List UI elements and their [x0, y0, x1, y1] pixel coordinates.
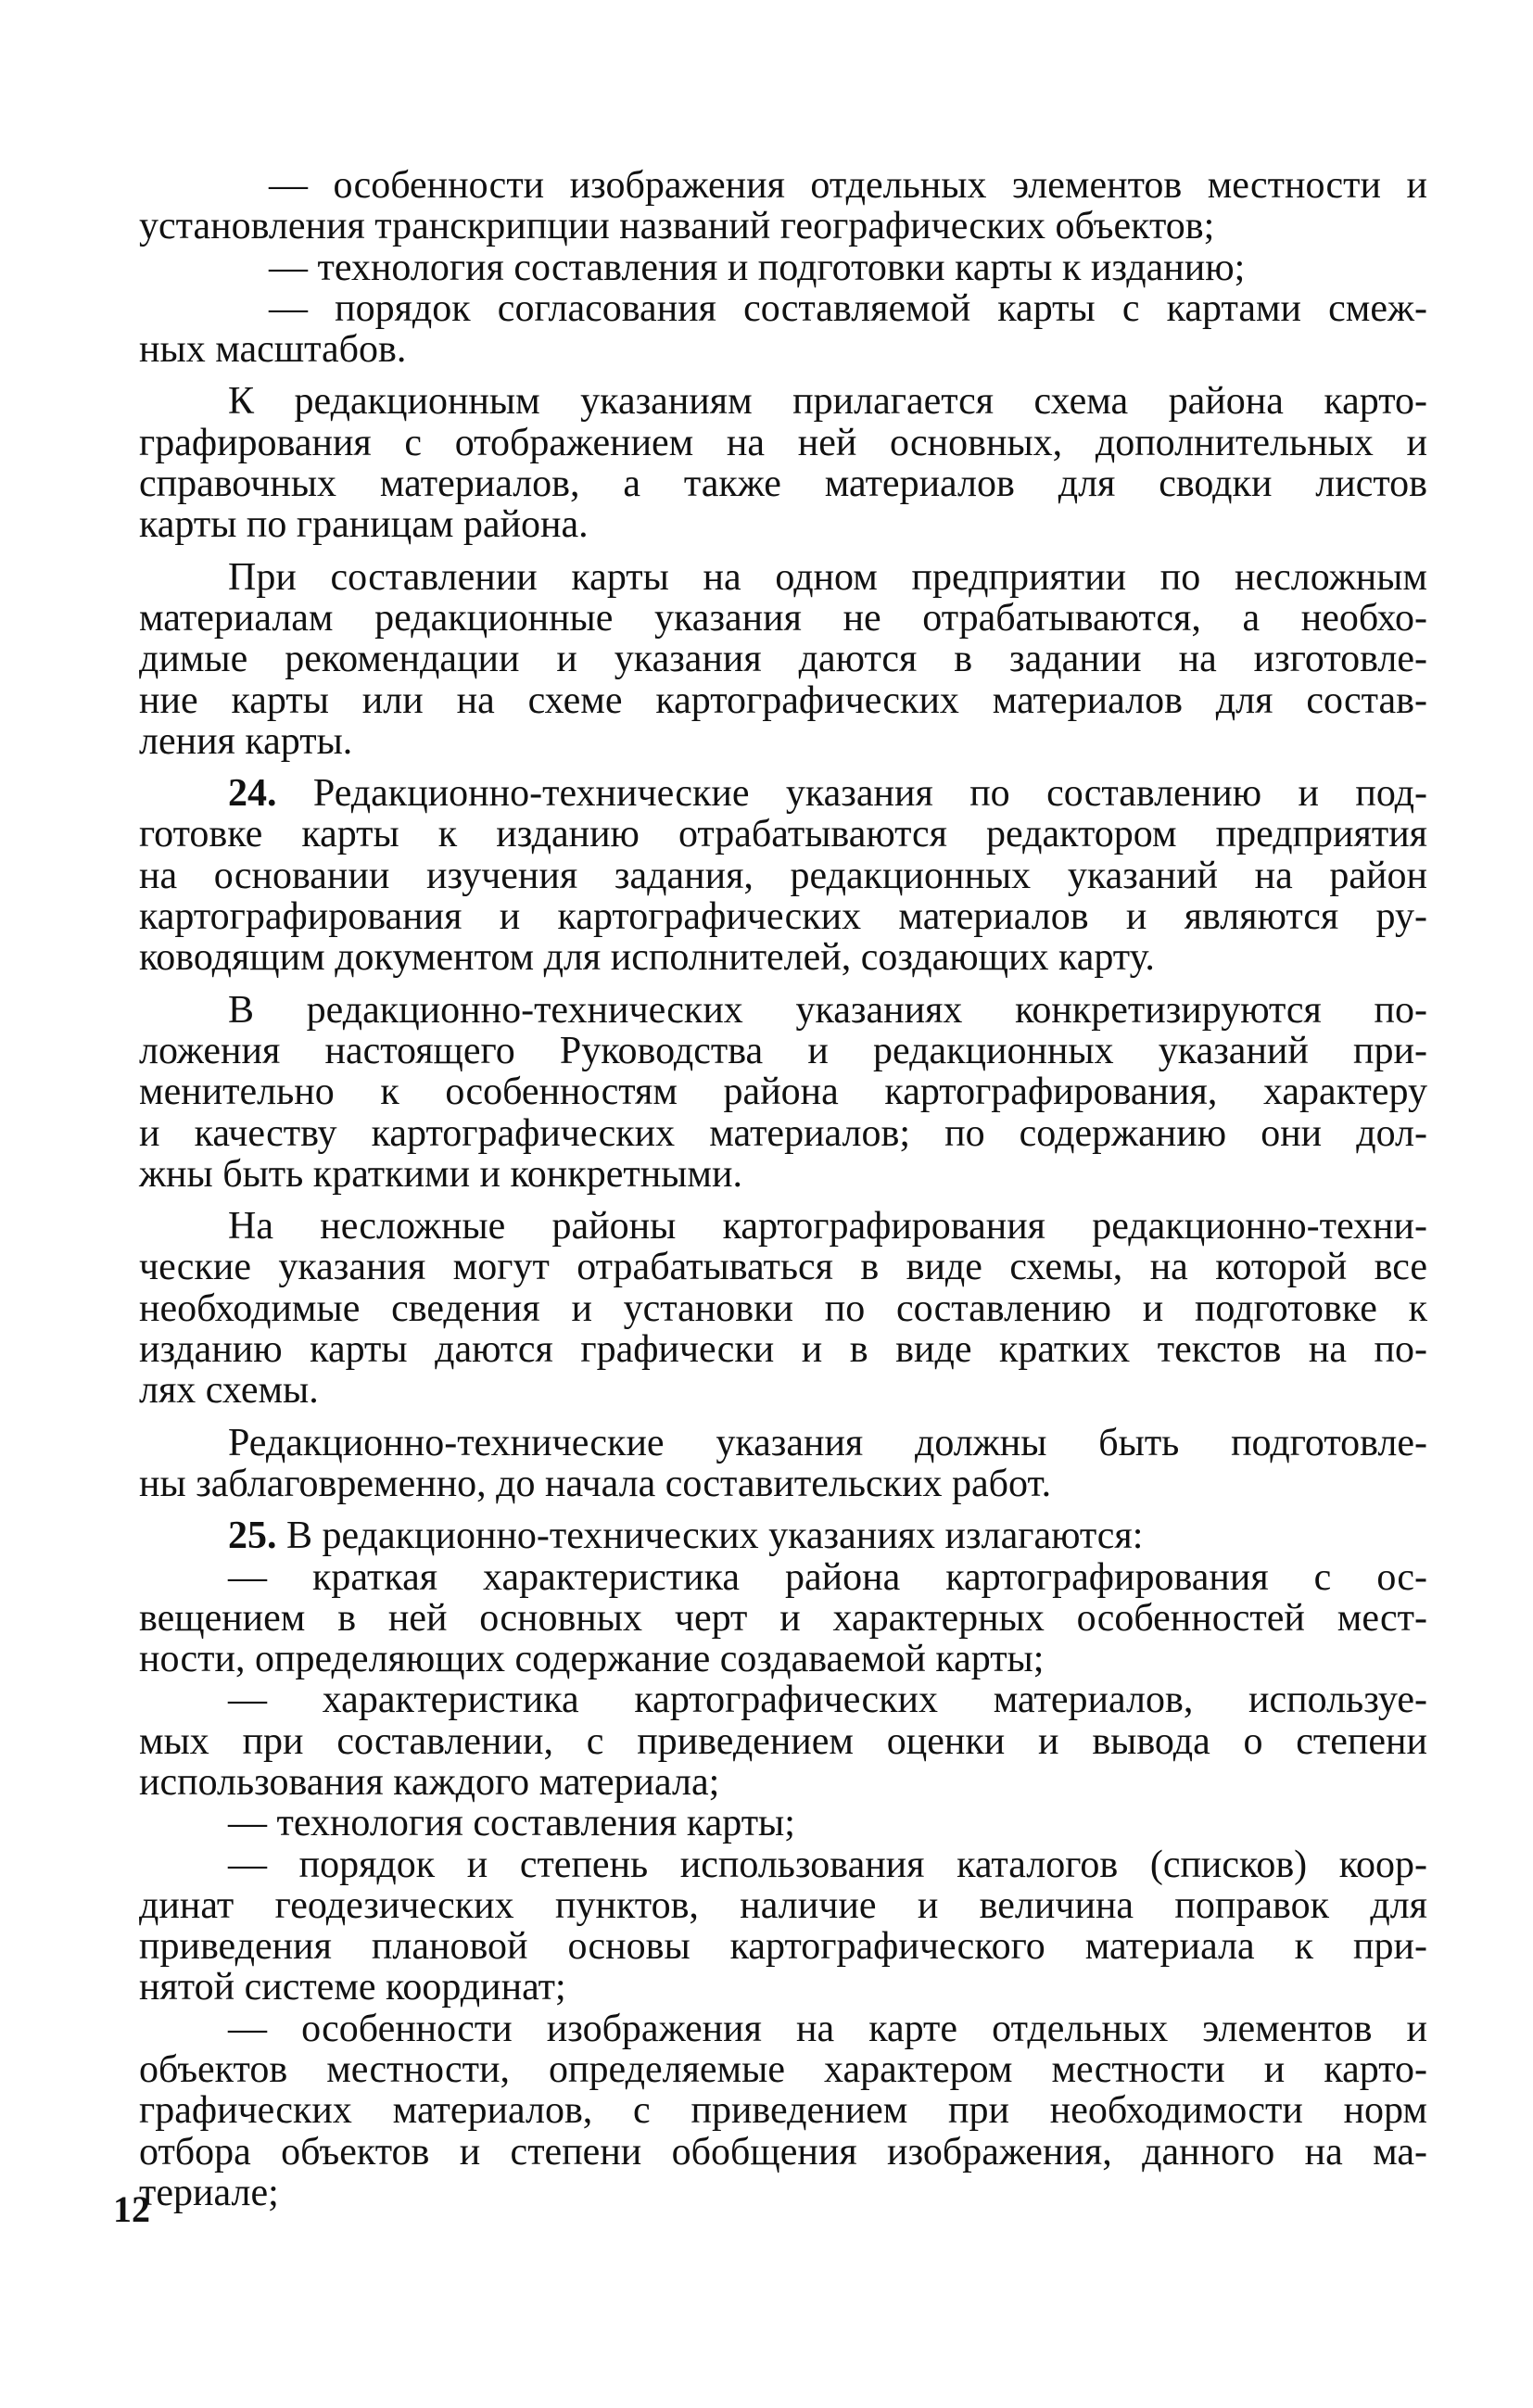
- text-line: готовке карты к изданию отрабатываются редактором предприятия: [139, 813, 1427, 856]
- text-line: материалам редакционные указания не отрабатываются, а необхо-: [139, 596, 1427, 640]
- text-line: На несложные районы картографирования редакционно-техни-: [228, 1205, 1427, 1248]
- text-line: отбора объектов и степени обобщения изображения, данного на ма-: [139, 2130, 1427, 2174]
- paragraph: [139, 1557, 1427, 1680]
- text-line: териале;: [139, 2171, 279, 2214]
- text-line: ности, определяющих содержание создаваемой карты;: [139, 1638, 1045, 1681]
- text-line: использования каждого материала;: [139, 1760, 720, 1804]
- text-line: справочных материалов, а также материалов для сводки листов: [139, 463, 1427, 506]
- text-line: — порядок и степень использования каталогов (списков) коор-: [228, 1843, 1427, 1886]
- text-line: нятой системе координат;: [139, 1966, 566, 2009]
- paragraph: [139, 165, 1427, 247]
- text-line: мых при составлении, с приведением оценки и вывода о степени: [139, 1719, 1427, 1763]
- text-line: В редакционно-технических указаниях конкретизируются по-: [228, 988, 1427, 1032]
- text-fragment: В редакционно-технических указаниях излагаются:: [286, 1515, 1144, 1558]
- text-line: ложения настоящего Руководства и редакционных указаний при-: [139, 1029, 1427, 1072]
- clause-number: 24.: [228, 772, 277, 816]
- text-line: объектов местности, определяемые характером местности и карто-: [139, 2048, 1427, 2092]
- text-line: на основании изучения задания, редакционных указаний на район: [139, 854, 1427, 897]
- text-fragment: Редакционно-технические указания по составлению и под-: [312, 772, 1428, 816]
- page-body: [139, 165, 1427, 2213]
- page-number: 12: [113, 2188, 150, 2230]
- paragraph: [139, 1423, 1427, 1505]
- text-line: ных масштабов.: [139, 328, 407, 372]
- text-line: — особенности изображения на карте отдельных элементов и: [228, 2007, 1427, 2050]
- text-line: — порядок согласования составляемой карты с картами смеж-: [269, 286, 1427, 330]
- text-line: Редакционно-технические указания должны быть подготовле-: [228, 1421, 1427, 1464]
- text-line: графирования с отображением на ней основных, дополнительных и: [139, 421, 1427, 464]
- text-line: изданию карты даются графически и в виде кратких текстов на по-: [139, 1328, 1427, 1372]
- text-line: [139, 773, 1427, 814]
- text-line: приведения плановой основы картографического материала к при-: [139, 1925, 1427, 1969]
- text-line: ческие указания могут отрабатываться в виде схемы, на которой все: [139, 1246, 1427, 1289]
- text-line: ны заблаговременно, до начала составительских работ.: [139, 1462, 1052, 1505]
- paragraph-clause-25: [139, 1515, 1427, 1556]
- text-line: менительно к особенностям района картографирования, характеру: [139, 1071, 1427, 1114]
- text-line: — технология составления и подготовки карты к изданию;: [269, 246, 1246, 289]
- text-line: картографирования и картографических материалов и являются ру-: [139, 895, 1427, 939]
- paragraph: [139, 1206, 1427, 1411]
- text-line: установления транскрипции названий географических объектов;: [139, 205, 1215, 248]
- paragraph: [139, 990, 1427, 1195]
- text-line: — характеристика картографических материалов, используе-: [228, 1679, 1427, 1722]
- text-line: вещением в ней основных черт и характерных особенностей мест-: [139, 1596, 1427, 1640]
- text-line: — краткая характеристика района картографирования с ос-: [228, 1555, 1427, 1599]
- text-line: ления карты.: [139, 719, 353, 763]
- clause-number: 25.: [228, 1515, 277, 1558]
- text-line: — технология составления карты;: [228, 1802, 795, 1845]
- paragraph: [139, 2009, 1427, 2213]
- paragraph: [139, 381, 1427, 545]
- text-line: необходимые сведения и установки по составлению и подготовке к: [139, 1286, 1427, 1330]
- text-line: При составлении карты на одном предприятии по несложным: [228, 555, 1427, 599]
- paragraph: [139, 1803, 1427, 1844]
- paragraph: [139, 247, 1427, 288]
- text-line: динат геодезических пунктов, наличие и величина поправок для: [139, 1883, 1427, 1927]
- paragraph: [139, 1844, 1427, 2009]
- text-line: — особенности изображения отдельных элементов местности и: [269, 164, 1427, 207]
- text-line: графических материалов, с приведением при необходимости норм: [139, 2089, 1427, 2133]
- text-line: карты по границам района.: [139, 503, 589, 547]
- text-line: ние карты или на схеме картографических материалов для состав-: [139, 678, 1427, 722]
- text-line: жны быть краткими и конкретными.: [139, 1152, 742, 1196]
- text-line: [139, 1515, 1427, 1556]
- paragraph-clause-24: [139, 773, 1427, 978]
- paragraph: [139, 557, 1427, 762]
- text-line: димые рекомендации и указания даются в задании на изготовле-: [139, 638, 1427, 681]
- paragraph: [139, 1679, 1427, 1803]
- text-line: К редакционным указаниям прилагается схема района карто-: [228, 380, 1427, 424]
- text-line: и качеству картографических материалов; по содержанию они дол-: [139, 1111, 1427, 1155]
- paragraph: [139, 288, 1427, 371]
- text-line: ководящим документом для исполнителей, создающих карту.: [139, 936, 1155, 980]
- text-line: лях схемы.: [139, 1369, 319, 1413]
